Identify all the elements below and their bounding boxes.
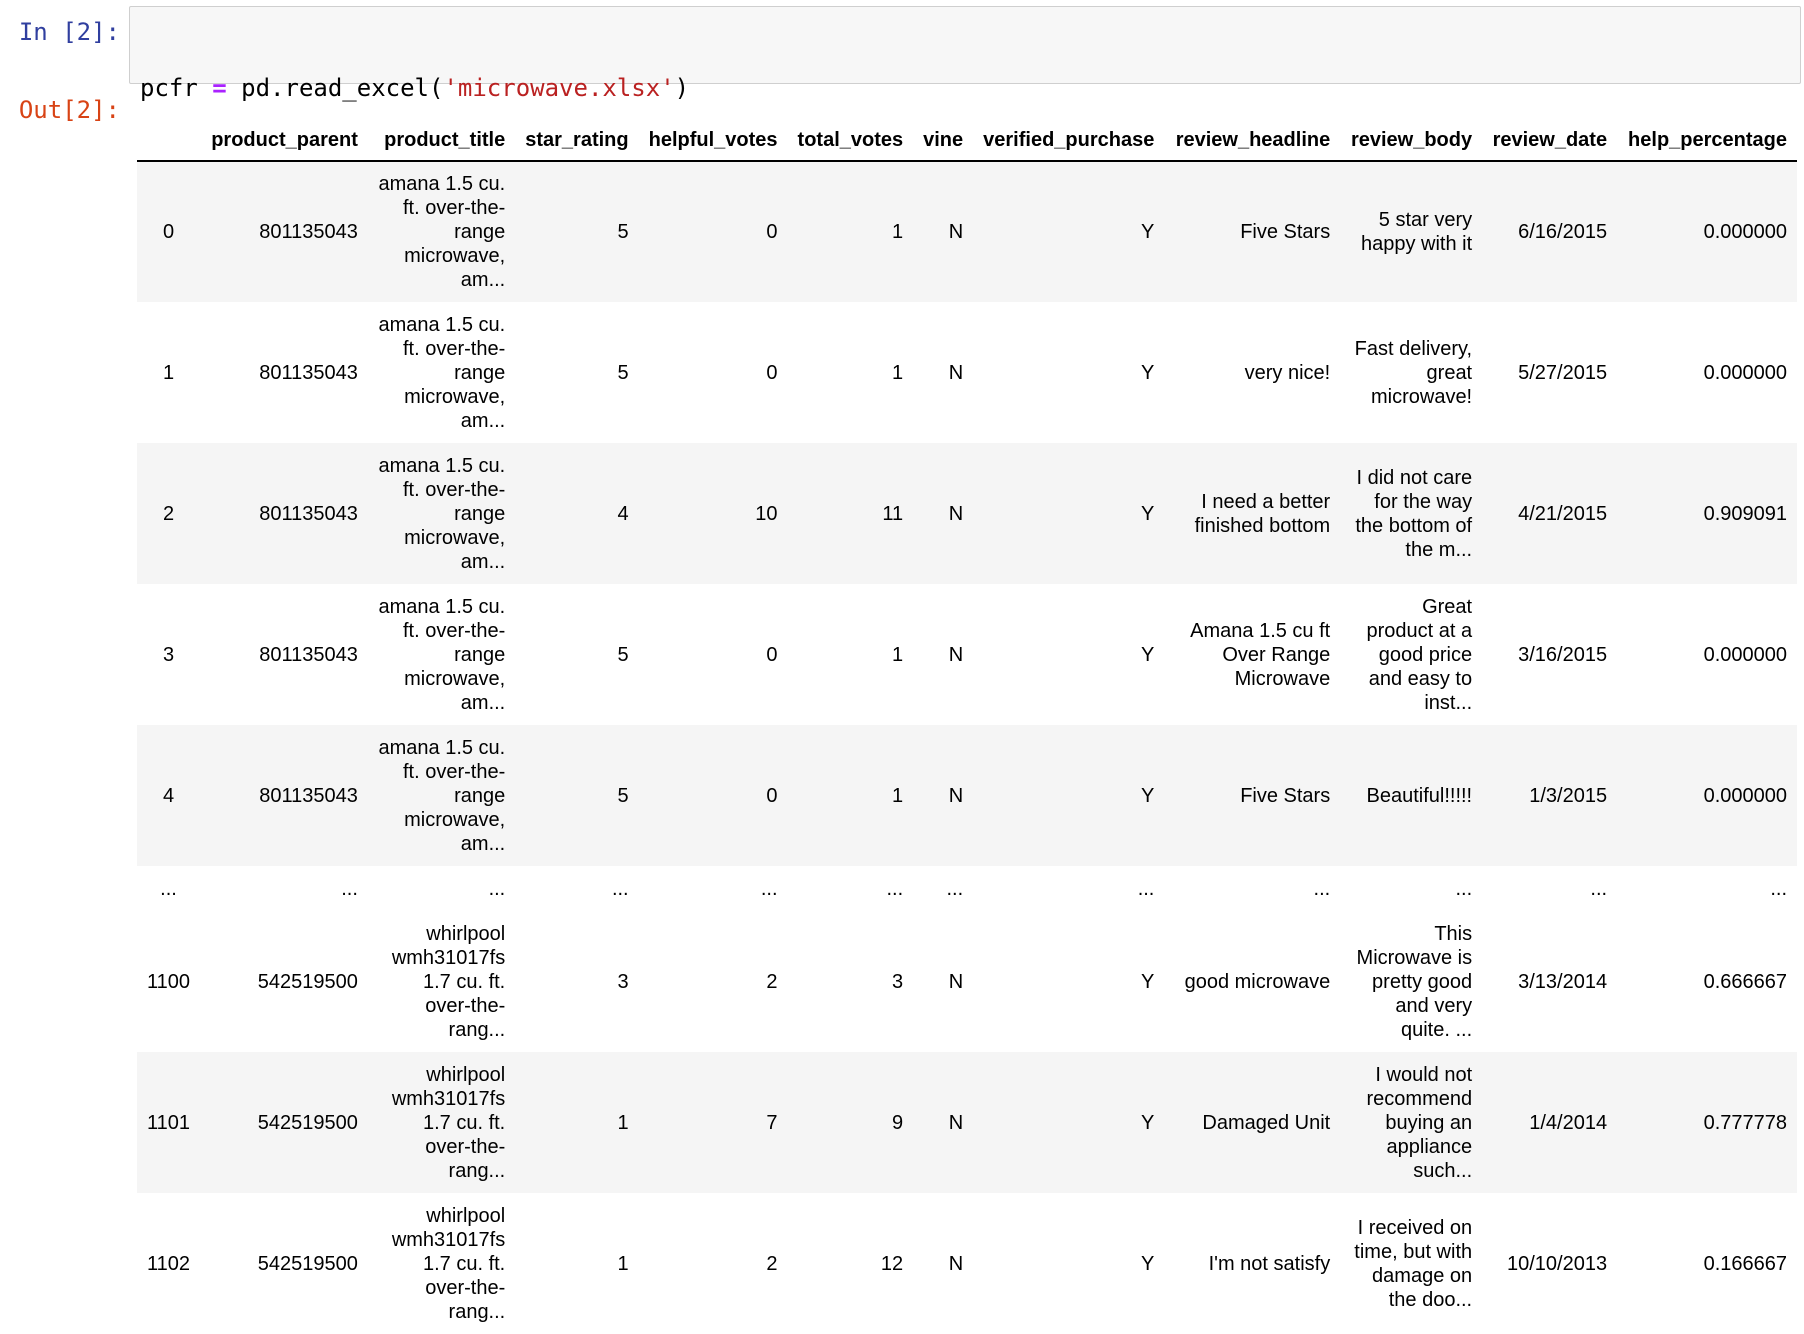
cell-review-body: I did not care for the way the bottom of the m... [1355, 466, 1473, 561]
column-header-help-percentage: help_percentage [1617, 106, 1797, 161]
cell-review-body: 5 star very happy with it [1360, 209, 1473, 255]
cell-total-votes: 1 [892, 361, 904, 384]
cell-product-title: whirlpool wmh31017fs 1.7 cu. ft. over-the-rang... [391, 1063, 506, 1182]
table-body [137, 161, 1797, 1334]
cell-helpful-votes: 0 [766, 643, 778, 666]
code-close-paren: ) [674, 74, 690, 102]
cell-product-parent: 801135043 [259, 502, 358, 525]
cell-total-votes: 12 [880, 1252, 904, 1275]
table-row [137, 161, 1797, 302]
cell-help-percentage: 0.000000 [1703, 784, 1787, 807]
cell-star-rating: ... [611, 877, 629, 900]
cell-helpful-votes: 2 [766, 970, 778, 993]
cell-review-headline: very nice! [1244, 361, 1331, 384]
code-operator: = [212, 74, 227, 102]
cell-review-body: ... [1455, 877, 1473, 900]
cell-star-rating: 5 [617, 643, 629, 666]
cell-help-percentage: 0.000000 [1703, 361, 1787, 384]
cell-review-headline: I'm not satisfy [1208, 1252, 1331, 1275]
cell-review-date: ... [1590, 877, 1608, 900]
cell-helpful-votes: 10 [755, 502, 778, 525]
cell-verified-purchase: Y [1141, 1252, 1155, 1275]
cell-star-rating: 5 [617, 784, 629, 807]
cell-review-headline: good microwave [1184, 970, 1331, 993]
code-line-1 [140, 74, 1790, 102]
cell-product-title: whirlpool wmh31017fs 1.7 cu. ft. over-the-rang... [391, 1204, 506, 1323]
cell-vine: ... [946, 877, 964, 900]
cell-star-rating: 5 [617, 361, 629, 384]
column-header-product-parent: product_parent [200, 106, 368, 161]
column-header-total-votes: total_votes [788, 106, 914, 161]
cell-review-headline: Amana 1.5 cu ft Over Range Microwave [1190, 619, 1331, 690]
cell-star-rating: 1 [617, 1111, 629, 1134]
cell-total-votes: ... [886, 877, 904, 900]
row-index: 0 [162, 221, 175, 243]
cell-review-headline: ... [1313, 877, 1331, 900]
output-prompt: Out[2]: [18, 96, 120, 124]
cell-vine: N [948, 1111, 964, 1134]
row-index: 1101 [147, 1111, 191, 1134]
cell-help-percentage: 0.777778 [1703, 1111, 1787, 1134]
table-row [137, 443, 1797, 584]
cell-product-title: amana 1.5 cu. ft. over-the-range microwave, am... [378, 595, 506, 714]
row-index: 1 [162, 361, 175, 384]
cell-help-percentage: 0.000000 [1703, 221, 1787, 243]
cell-helpful-votes: ... [760, 877, 778, 900]
cell-product-parent: 542519500 [257, 970, 358, 993]
cell-review-date: 4/21/2015 [1518, 502, 1608, 525]
cell-vine: N [948, 784, 964, 807]
cell-product-parent: 801135043 [259, 221, 358, 243]
column-header-star-rating: star_rating [515, 106, 638, 161]
cell-review-date: 1/4/2014 [1529, 1111, 1608, 1134]
input-prompt: In [2]: [18, 18, 120, 46]
cell-star-rating: 5 [617, 221, 629, 243]
column-header-product-title: product_title [368, 106, 515, 161]
cell-product-title: whirlpool wmh31017fs 1.7 cu. ft. over-the-rang... [391, 922, 506, 1041]
table-row [137, 1193, 1797, 1334]
cell-help-percentage: 0.000000 [1703, 643, 1787, 666]
output-area [137, 106, 1797, 1334]
code-variable: pcfr [140, 74, 198, 102]
cell-verified-purchase: Y [1141, 1111, 1155, 1134]
cell-star-rating: 4 [617, 502, 629, 525]
table-row [137, 302, 1797, 443]
header-index [137, 106, 200, 161]
cell-review-body: Fast delivery, great microwave! [1354, 337, 1473, 408]
row-index: 1102 [147, 1252, 191, 1275]
row-index: 2 [162, 502, 175, 525]
cell-verified-purchase: Y [1141, 784, 1155, 807]
cell-verified-purchase: Y [1141, 221, 1155, 243]
cell-total-votes: 1 [892, 221, 904, 243]
cell-star-rating: 3 [617, 970, 629, 993]
cell-vine: N [948, 502, 964, 525]
cell-review-date: 3/16/2015 [1518, 643, 1608, 666]
cell-product-title: amana 1.5 cu. ft. over-the-range microwave, am... [378, 313, 506, 432]
cell-help-percentage: ... [1770, 877, 1787, 900]
cell-review-body: I would not recommend buying an appliance such... [1366, 1063, 1473, 1182]
code-function-call: pd.read_excel( [241, 74, 444, 102]
cell-verified-purchase: ... [1137, 877, 1155, 900]
cell-total-votes: 1 [892, 643, 904, 666]
cell-vine: N [948, 643, 964, 666]
cell-product-parent: ... [341, 877, 358, 900]
cell-review-date: 1/3/2015 [1529, 784, 1608, 807]
cell-helpful-votes: 0 [766, 361, 778, 384]
cell-total-votes: 9 [892, 1111, 904, 1134]
cell-review-body: This Microwave is pretty good and very quite. ... [1356, 922, 1473, 1041]
cell-product-title: ... [488, 877, 506, 900]
code-line-2: pcfr [140, 158, 198, 186]
cell-review-body: I received on time, but with damage on the doo... [1354, 1216, 1473, 1311]
column-header-verified-purchase: verified_purchase [973, 106, 1164, 161]
cell-review-headline: I need a better finished bottom [1194, 490, 1331, 537]
cell-helpful-votes: 7 [766, 1111, 778, 1134]
cell-product-title: amana 1.5 cu. ft. over-the-range microwave, am... [378, 173, 506, 291]
table-row [137, 911, 1797, 1052]
row-index: ... [160, 877, 177, 900]
cell-helpful-votes: 0 [766, 784, 778, 807]
column-header-review-headline: review_headline [1164, 106, 1340, 161]
table-header-row [137, 106, 1797, 161]
column-header-vine: vine [913, 106, 973, 161]
cell-total-votes: 1 [892, 784, 904, 807]
cell-review-headline: Five Stars [1240, 221, 1331, 243]
cell-help-percentage: 0.666667 [1703, 970, 1787, 993]
column-header-review-body: review_body [1340, 106, 1482, 161]
cell-review-headline: Damaged Unit [1202, 1111, 1331, 1134]
cell-product-parent: 801135043 [259, 784, 358, 807]
row-index: 1100 [147, 970, 191, 993]
cell-review-date: 3/13/2014 [1518, 970, 1608, 993]
cell-product-parent: 801135043 [259, 361, 358, 384]
cell-verified-purchase: Y [1141, 643, 1155, 666]
cell-star-rating: 1 [617, 1252, 629, 1275]
cell-vine: N [948, 1252, 964, 1275]
cell-total-votes: 3 [892, 970, 904, 993]
table-row [137, 584, 1797, 725]
column-header-helpful-votes: helpful_votes [639, 106, 788, 161]
cell-help-percentage: 0.166667 [1703, 1252, 1787, 1275]
cell-verified-purchase: Y [1141, 502, 1155, 525]
cell-review-date: 6/16/2015 [1518, 221, 1608, 243]
cell-review-date: 5/27/2015 [1518, 361, 1608, 384]
cell-vine: N [948, 361, 964, 384]
cell-product-title: amana 1.5 cu. ft. over-the-range microwave, am... [378, 736, 506, 855]
table-ellipsis-row [137, 866, 1797, 911]
cell-review-body: Great product at a good price and easy to inst... [1366, 595, 1473, 714]
row-index: 3 [162, 643, 175, 666]
cell-total-votes: 11 [882, 502, 904, 525]
table-row [137, 725, 1797, 866]
table-row [137, 1052, 1797, 1193]
cell-product-parent: 542519500 [257, 1252, 358, 1275]
cell-verified-purchase: Y [1141, 361, 1155, 384]
cell-product-parent: 801135043 [259, 643, 358, 666]
cell-vine: N [948, 221, 964, 243]
column-header-review-date: review_date [1482, 106, 1617, 161]
row-index: 4 [162, 784, 175, 807]
cell-vine: N [948, 970, 964, 993]
code-string-literal: 'microwave.xlsx' [443, 74, 675, 102]
cell-review-date: 10/10/2013 [1506, 1252, 1608, 1275]
cell-helpful-votes: 0 [766, 221, 778, 243]
cell-review-headline: Five Stars [1240, 784, 1331, 807]
dataframe-table [137, 106, 1797, 1334]
cell-product-parent: 542519500 [257, 1111, 358, 1134]
cell-helpful-votes: 2 [766, 1252, 778, 1275]
cell-help-percentage: 0.909091 [1703, 502, 1787, 525]
cell-verified-purchase: Y [1141, 970, 1155, 993]
cell-product-title: amana 1.5 cu. ft. over-the-range microwave, am... [378, 454, 506, 573]
cell-review-body: Beautiful!!!!! [1366, 784, 1473, 807]
